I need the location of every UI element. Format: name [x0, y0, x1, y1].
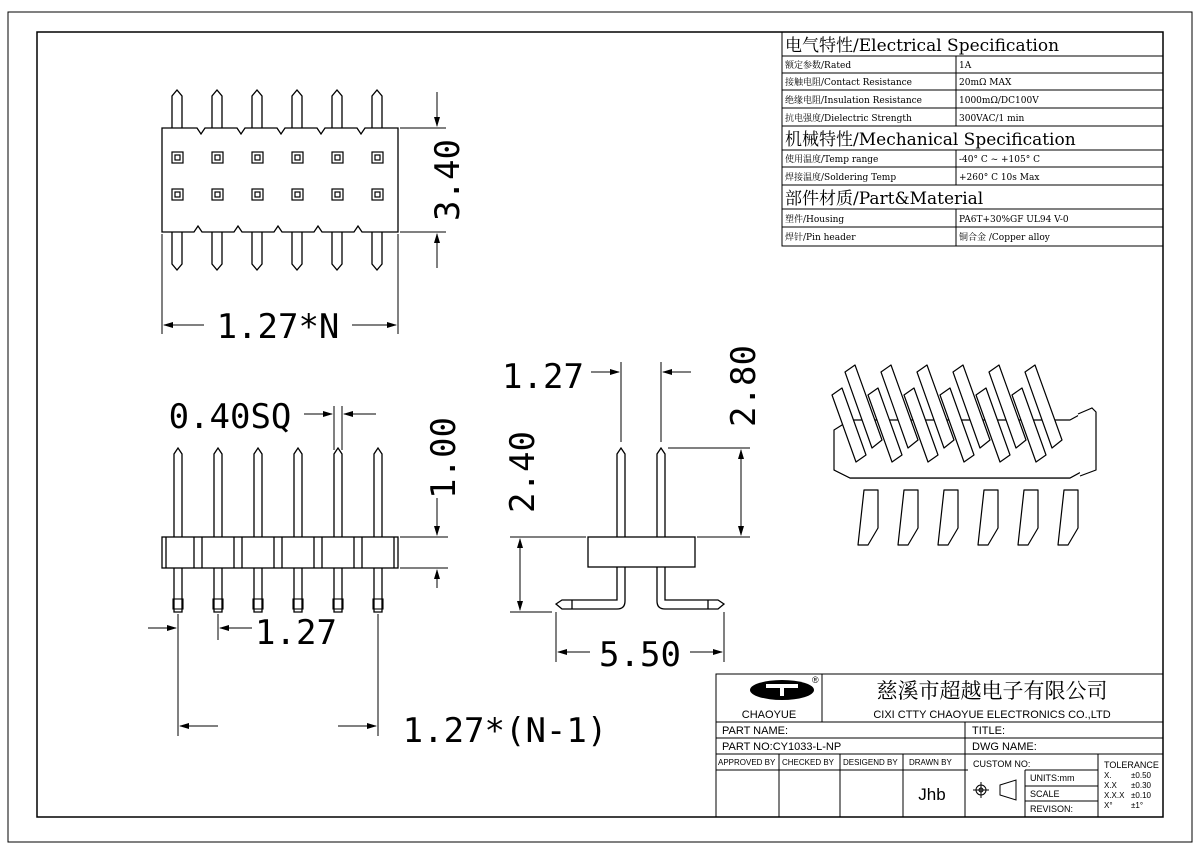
dim-side-height-right: 2.80 — [724, 345, 764, 427]
top-view — [162, 90, 398, 270]
part-name-label: PART NAME: — [722, 725, 789, 737]
scale-label: SCALE — [1030, 789, 1060, 799]
tolerance-title: TOLERANCE — [1104, 760, 1159, 770]
tolerance-format: X.X — [1104, 781, 1117, 790]
spec-value: 铜合金 /Copper alloy — [959, 233, 1050, 243]
spec-value: 300VAC/1 min — [959, 114, 1025, 124]
tolerance-format: X.X.X — [1104, 791, 1125, 800]
dim-front-pitch: 1.27 — [255, 613, 337, 653]
dim-side-length: 5.50 — [599, 635, 681, 675]
tolerance-value: ±1° — [1131, 801, 1144, 810]
dim-width-top: 1.27*N — [216, 307, 340, 347]
title-label: TITLE: — [972, 725, 1006, 737]
logo-text: CHAOYUE — [741, 709, 797, 721]
tolerance-value: ±0.30 — [1131, 781, 1151, 790]
dim-front-height: 1.00 — [424, 417, 464, 499]
spec-label: 塑件/Housing — [785, 215, 845, 225]
tolerance-format: X° — [1104, 801, 1113, 810]
drawn-by-label: DRAWN BY — [909, 758, 952, 767]
logo-mark: ® — [812, 675, 819, 685]
designed-by-label: DESIGEND BY — [843, 758, 898, 767]
dim-pin-square: 0.40SQ — [168, 397, 292, 437]
dwg-name-label: DWG NAME: — [972, 741, 1037, 753]
dim-height-top: 3.40 — [428, 139, 468, 221]
front-view — [162, 448, 398, 612]
spec-label: 接触电阻/Contact Resistance — [785, 78, 912, 88]
company-logo — [750, 675, 819, 700]
mechanical-header: 机械特性/Mechanical Specification — [785, 130, 1076, 150]
spec-label: 焊接温度/Soldering Temp — [785, 173, 897, 183]
spec-value: 1A — [959, 61, 972, 71]
spec-value: 1000mΩ/DC100V — [959, 96, 1039, 106]
spec-value: +260° C 10s Max — [959, 173, 1040, 183]
spec-label: 抗电强度/Dielectric Strength — [785, 114, 912, 124]
spec-label: 绝缘电阻/Insulation Resistance — [785, 96, 922, 106]
company-name-en: CIXI CTTY CHAOYUE ELECTRONICS CO.,LTD — [873, 709, 1111, 721]
tolerance-value: ±0.10 — [1131, 791, 1151, 800]
spec-label: 焊针/Pin header — [785, 233, 856, 243]
dim-front-span: 1.27*(N-1) — [402, 711, 608, 751]
material-header: 部件材质/Part&Material — [785, 189, 984, 209]
projection-symbol — [973, 780, 1016, 800]
part-no-label: PART NO:CY1033-L-NP — [722, 741, 842, 753]
tolerance-value: ±0.50 — [1131, 771, 1151, 780]
checked-by-label: CHECKED BY — [782, 758, 835, 767]
company-name-cn: 慈溪市超越电子有限公司 — [876, 680, 1108, 703]
isometric-view — [832, 365, 1096, 545]
side-view-dimensions — [510, 362, 750, 662]
spec-label: 额定参数/Rated — [785, 61, 852, 71]
dim-side-pitch: 1.27 — [502, 357, 584, 397]
revision-label: REVISON: — [1030, 804, 1074, 814]
spec-value: PA6T+30%GF UL94 V-0 — [959, 215, 1069, 225]
electrical-header: 电气特性/Electrical Specification — [785, 36, 1060, 56]
side-view — [556, 448, 724, 609]
approved-by-label: APPROVED BY — [718, 758, 776, 767]
units-label: UNITS:mm — [1030, 773, 1075, 783]
dim-side-height-left: 2.40 — [503, 431, 543, 513]
drawn-by-name: Jhb — [918, 785, 946, 804]
spec-value: -40° C ~ +105° C — [959, 155, 1040, 165]
spec-value: 20mΩ MAX — [959, 78, 1012, 88]
custom-no-label: CUSTOM NO: — [973, 759, 1031, 769]
tolerance-format: X. — [1104, 771, 1112, 780]
spec-label: 使用温度/Temp range — [785, 155, 879, 165]
front-view-dimensions — [148, 406, 448, 736]
